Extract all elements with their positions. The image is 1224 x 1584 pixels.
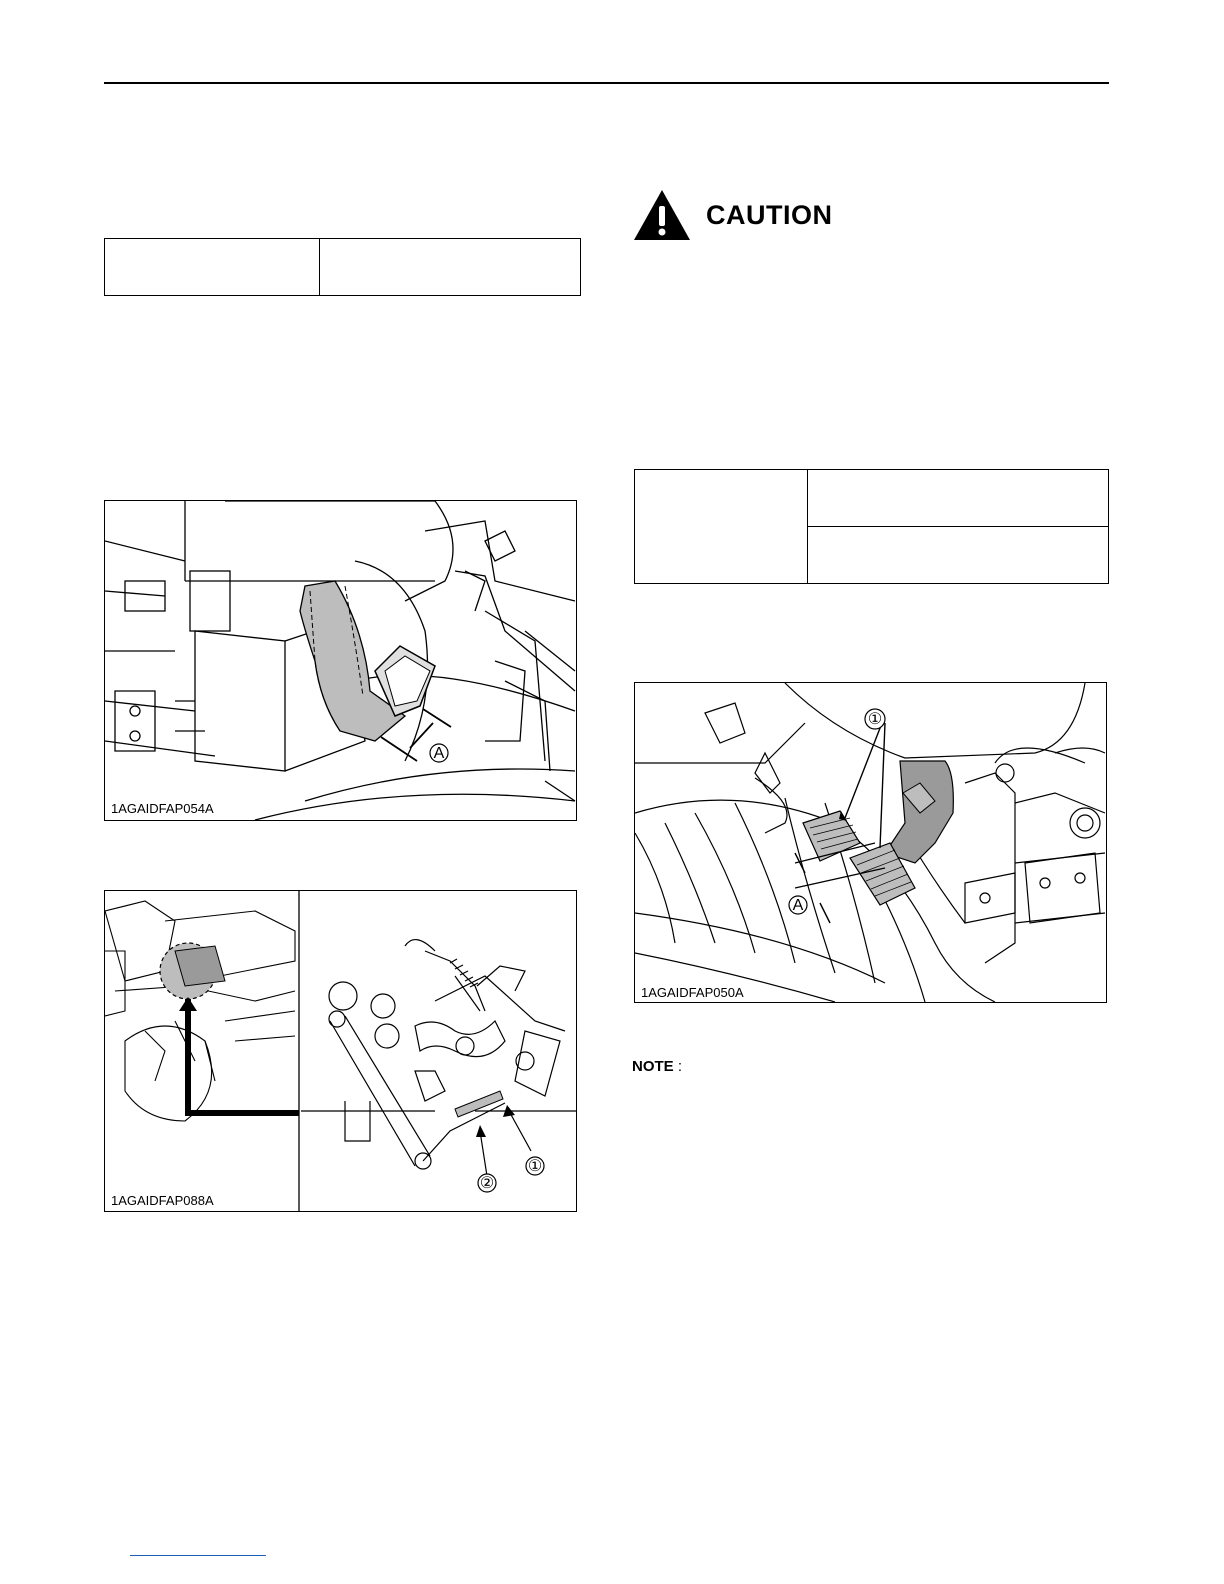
spec-table-right [634,469,1109,584]
callout-2: ② [479,1175,495,1192]
callout-1: ① [867,711,883,728]
header-rule [104,82,1109,84]
note-separator: : [677,1058,683,1075]
figure-brake-rod-adjustment [104,890,577,1212]
spec-table-left-label-cell [105,239,320,296]
figure-brake-pedal-free-travel [104,500,577,821]
caution-label: CAUTION [706,199,833,230]
pedal-illustration [105,501,576,820]
figure-code: 1AGAIDFAP050A [641,985,744,1000]
note-heading [632,1058,682,1075]
pedal-pair-illustration [635,683,1106,1002]
spec-table-left [104,238,581,296]
note-label: NOTE [632,1058,674,1075]
spec-table-right-label-cell [635,470,808,584]
spec-table-right-value-cell-1 [808,470,1109,527]
figure-code: 1AGAIDFAP088A [111,1193,214,1208]
footer-link-underline [130,1555,266,1556]
callout-a: A [792,897,804,914]
linkage-illustration [105,891,576,1211]
callout-1: ① [527,1158,543,1175]
figure-brake-pedal-height-difference [634,682,1107,1003]
warning-triangle-icon [632,188,692,242]
figure-code: 1AGAIDFAP054A [111,801,214,816]
callout-a: A [433,745,445,762]
spec-table-right-value-cell-2 [808,527,1109,584]
spec-table-left-value-cell [320,239,581,296]
caution-heading [632,186,833,244]
